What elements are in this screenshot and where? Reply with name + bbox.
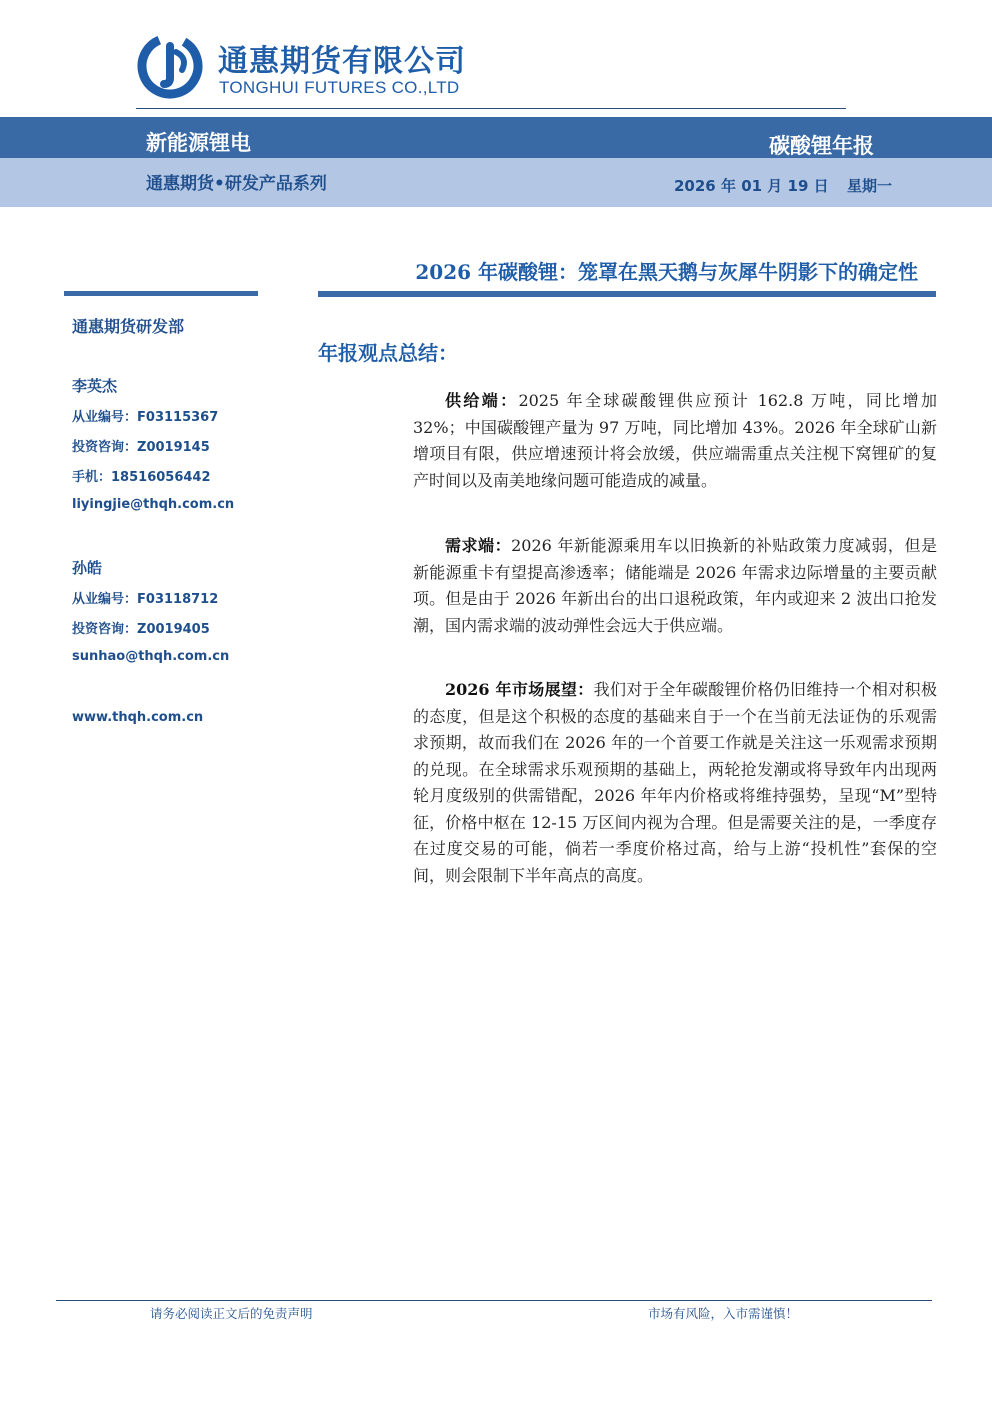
company-website-link[interactable]: www.thqh.com.cn [72, 710, 204, 725]
analyst-license: 从业编号：F03118712 [72, 592, 219, 607]
summary-heading: 年报观点总结： [318, 341, 458, 365]
summary-paragraph-supply: 供给端：2025 年全球碳酸锂供应预计 162.8 万吨，同比增加 32%；中国碳酸锂产量为 97 万吨，同比增加 43%。2026 年全球矿山新增项目有限，供应增速预计将会放缓，供应端需重点关注枧下窝锂矿的复产时间以及南美地缘问题可能造成的减量。 [413, 391, 937, 490]
paragraph-label: 2026 年市场展望： [445, 680, 594, 699]
footer-disclaimer: 请务必阅读正文后的免责声明 [150, 1306, 313, 1321]
company-name-cn: 通惠期货有限公司 [218, 44, 466, 79]
summary-paragraph-demand: 需求端：2026 年新能源乘用车以旧换新的补贴政策力度减弱，但是新能源重卡有望提高渗透率；储能端是 2026 年需求边际增量的主要贡献项。但是由于 2026 年新出台的出口退税政策，年内或迎来 2 波出口抢发潮，国内需求端的波动弹性会远大于供应端。 [413, 536, 937, 635]
sector-title: 新能源锂电 [146, 131, 251, 155]
company-name-en: TONGHUI FUTURES CO.,LTD [219, 78, 460, 97]
research-department: 通惠期货研发部 [72, 317, 185, 336]
report-date: 2026 年 01 月 19 日 [674, 177, 829, 195]
sidebar-divider [64, 291, 258, 296]
paragraph-label: 供给端： [445, 391, 519, 410]
analyst-license: 从业编号：F03115367 [72, 410, 219, 425]
product-series: 通惠期货•研发产品系列 [146, 174, 327, 194]
report-title: 2026 年碳酸锂：笼罩在黑天鹅与灰犀牛阴影下的确定性 [415, 260, 918, 284]
footer-risk-warning: 市场有风险，入市需谨慎！ [648, 1306, 799, 1321]
analyst-name: 李英杰 [72, 377, 118, 395]
analyst-email[interactable]: sunhao@thqh.com.cn [72, 649, 230, 664]
logo-divider [136, 108, 846, 109]
report-type-title: 碳酸锂年报 [769, 134, 874, 158]
report-weekday: 星期一 [847, 177, 893, 195]
analyst-consult-id: 投资咨询：Z0019405 [72, 622, 210, 637]
paragraph-label: 需求端： [445, 536, 512, 555]
analyst-name: 孙皓 [72, 559, 103, 577]
footer-divider [56, 1300, 932, 1301]
summary-paragraph-outlook: 2026 年市场展望：我们对于全年碳酸锂价格仍旧维持一个相对积极的态度，但是这个积极的态度的基础来自于一个在当前无法证伪的乐观需求预期，故而我们在 2026 年的一个首要工作就是关注这一乐观需求预期的兑现。在全球需求乐观预期的基础上，两轮抢发潮或将导致年内出现两轮月度级别的供需错配，2026 年年内价格或将维持强势，呈现“M”型特征，价格中枢在 12-15 万区间内视为合理。但是需要关注的是，一季度存在过度交易的可能，倘若一季度价格过高，给与上游“投机性”套保的空间，则会限制下半年高点的高度。 [413, 680, 937, 885]
analyst-phone: 手机：18516056442 [72, 470, 211, 485]
analyst-consult-id: 投资咨询：Z0019145 [72, 440, 210, 455]
analyst-email[interactable]: liyingjie@thqh.com.cn [72, 497, 235, 512]
company-logo-icon [136, 32, 204, 100]
title-divider [318, 291, 936, 297]
